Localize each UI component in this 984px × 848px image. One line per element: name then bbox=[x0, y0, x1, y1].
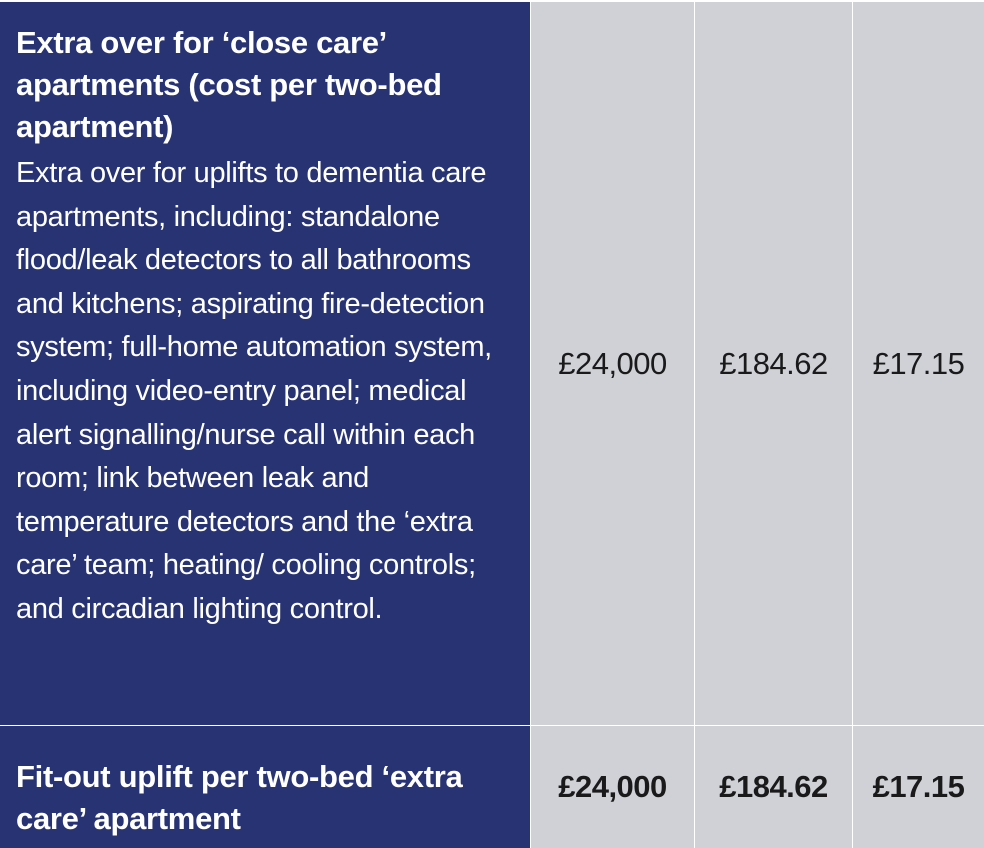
total-cost-cell: £24,000 bbox=[531, 726, 694, 848]
item-heading: Extra over for ‘close care’ apartments (cost per two-bed apartment) bbox=[16, 25, 442, 144]
cost-per-unit-cell: £184.62 bbox=[695, 726, 852, 848]
total-label-cell bbox=[0, 726, 530, 848]
item-label-cell bbox=[0, 2, 530, 725]
table-row-total bbox=[0, 726, 984, 848]
cost-per-unit-cell: £184.62 bbox=[695, 2, 852, 725]
table-row bbox=[0, 2, 984, 725]
total-heading: Fit-out uplift per two-bed ‘extra care’ apartment bbox=[16, 759, 463, 836]
total-cost-cell: £24,000 bbox=[531, 2, 694, 725]
cost-per-area-cell: £17.15 bbox=[853, 726, 984, 848]
cost-per-area-cell: £17.15 bbox=[853, 2, 984, 725]
item-description: Extra over for uplifts to dementia care apartments, including: standalone flood/leak detectors to all bathrooms and kitchens; aspirating fire-detection system; full-home automation system, including video-entry panel; medical alert signalling/nurse call within each room; link between leak and temperature detectors and the ‘extra care’ team; heating/ cooling controls; and circadian lighting control. bbox=[16, 157, 492, 625]
